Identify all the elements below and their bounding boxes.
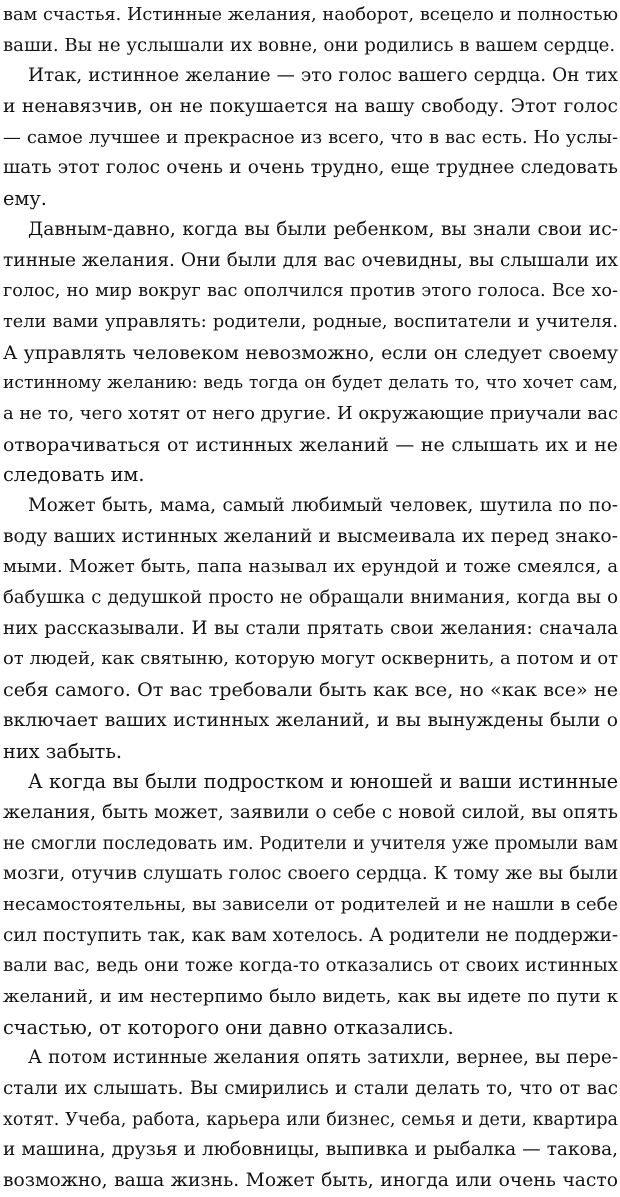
- text-line: А когда вы были подростком и юношей и ваши истинные: [28, 770, 618, 794]
- text-line: бабушка с дедушкой просто не обращали внимания, когда вы о: [3, 587, 618, 609]
- text-line: мыми. Может быть, папа называл их ерундой и тоже смеялся, а: [3, 556, 618, 578]
- text-line: них забыть.: [3, 739, 122, 763]
- text-line: Итак, истинное желание — это голос вашего сердца. Он тих: [28, 65, 618, 87]
- text-line: Давным-давно, когда вы были ребенком, вы знали свои ис-: [28, 218, 618, 240]
- text-line: А управлять человеком невозможно, если он следует своему: [3, 341, 618, 364]
- text-line: включает ваших истинных желаний, и вы вынуждены были о: [3, 709, 618, 731]
- text-line: не смогли последовать им. Родители и учителя уже промыли вам: [3, 833, 618, 854]
- text-line: истинному желанию: ведь тогда он будет делать то, что хочет сам,: [3, 373, 618, 394]
- text-line: — самое лучшее и прекрасное из всего, что в вас есть. Но услы-: [3, 126, 618, 148]
- text-line: желания, быть может, заявили о себе с новой силой, вы опять: [3, 801, 618, 823]
- text-line: хотят. Учеба, работа, карьера или бизнес, семья и дети, квартира: [3, 1109, 618, 1130]
- text-line: воду ваших истинных желаний и высмеивала их перед знако-: [3, 525, 618, 547]
- text-line: отворачиваться от истинных желаний — не слышать их и не: [3, 433, 618, 456]
- text-line: от людей, как святыню, которую могут осквернить, а потом и от: [3, 648, 618, 670]
- text-line: и машина, друзья и любовницы, выпивка и рыбалка — такова,: [3, 1139, 618, 1161]
- text-line: голос, но мир вокруг вас ополчился против этого голоса. Все хо-: [3, 281, 618, 302]
- text-line: следовать им.: [3, 463, 145, 487]
- text-line: ему.: [3, 187, 47, 211]
- text-line: а не то, чего хотят от него другие. И окружающие приучали вас: [3, 402, 618, 424]
- text-line: тинные желания. Они были для вас очевидны, вы слышали их: [3, 249, 618, 271]
- text-line: шать этот голос очень и очень трудно, еще труднее следовать: [3, 157, 618, 179]
- text-line: себя самого. От вас требовали быть как все, но «как все» не: [3, 678, 618, 702]
- text-line: вали вас, ведь они тоже когда-то отказались от своих истинных: [3, 955, 618, 977]
- text-line: тели вами управлять: родители, родные, воспитатели и учителя.: [3, 311, 618, 332]
- text-line: вам счастья. Истинные желания, наоборот, всецело и полностью: [3, 5, 618, 25]
- text-line: А потом истинные желания опять затихли, вернее, вы пере-: [28, 1047, 618, 1069]
- text-line: несамостоятельны, вы зависели от родителей и не нашли в себе: [3, 893, 618, 915]
- text-line: сил поступить так, как вам хотелось. А родители не поддержи-: [3, 924, 618, 946]
- text-line: возможно, ваша жизнь. Может быть, иногда или очень часто: [3, 1170, 618, 1192]
- text-line: стали их слышать. Вы смирились и стали делать то, что от вас: [3, 1078, 618, 1100]
- text-line: счастью, от которого они давно отказались.: [3, 1015, 454, 1039]
- text-line: ваши. Вы не услышали их вовне, они родились в вашем сердце.: [3, 34, 616, 56]
- text-line: и ненавязчив, он не покушается на вашу свободу. Этот голос: [3, 96, 618, 118]
- text-line: Может быть, мама, самый любимый человек, шутила по по-: [28, 495, 618, 516]
- text-line: мозги, отучив слушать голос своего сердца. К тому же вы были: [3, 863, 618, 885]
- text-line: желаний, и им нестерпимо было видеть, как вы идете по пути к: [3, 986, 618, 1007]
- text-line: них рассказывали. И вы стали прятать свои желания: сначала: [3, 617, 618, 639]
